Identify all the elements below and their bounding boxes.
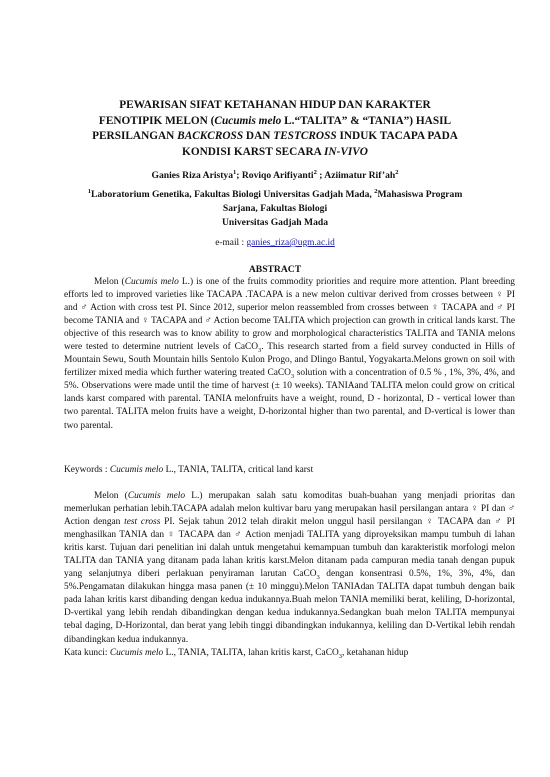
title-line-1: PEWARISAN SIFAT KETAHANAN HIDUP DAN KARAKTER: [119, 99, 431, 111]
paper-title: [70, 98, 480, 160]
affiliations: $^1$Laboratorium Genetika, Fakultas Biologi Universitas Gadjah Mada, $^2$Mahasiswa Program Sarjana, Fakultas Biologi Universitas Gadjah Mada: [87, 187, 463, 228]
abstract-indonesian: [64, 490, 515, 660]
abstract-indonesian-text: Melon (Cucumis melo L.) merupakan salah satu komoditas buah-buahan yang menjadi prioritas dan memerlukan perhatian lebih.TACAPA adalah melon kultivar baru yang merupakan hasil persilangan antara ♀ PI dan ♂ Action dengan test cross PI. Sejak tahun 2012 telah dirakit melon unggul hasil persilangan ♀ TACAPA dan ♂ PI menghasilkan TANIA dan ♀ TACAPA dan ♂ Action menjadi TALITA yang diproyeksikan mampu tumbuh di lahan kritis karst. Tujuan dari penelitian ini dalah untuk mengetahui kemampuan tumbuh dan karakteristik morfologi melon TALITA dan TANIA yang ditanam pada lahan kritis karst.Melon ditanam pada campuran media tanah dengan pupuk yang selanjutnya diberi perlakuan penyiraman larutan CaCO$_3$ dengan konsentrasi 0.5%, 1%, 3%, 4%, dan 5%.Pengamatan dilakukan hingga masa panen (± 10 minggu).Melon TANIAdan TALITA dapat tumbuh dengan baik pada lahan kritis karst dibanding dengan kedua indukannya.Buah melon TANIA memiliki berat, keliling, D-horizontal, D-vertikal yang lebih rendah dibandingkan dengan kedua indukannya.Sedangkan buah melon TALITA mempunyai tebal daging, D-Horizontal, dan berat yang lebih tinggi dibandingkan indukannya, keliling dan D-Vertikal lebih rendah dibandingkan kedua indukannya.: [64, 491, 516, 645]
author-1: Ganies Riza Aristya: [151, 170, 234, 181]
email-link[interactable]: ganies_riza@ugm.ac.id: [246, 238, 335, 248]
keywords-indonesian: Kata kunci: Cucumis melo L., TANIA, TALITA, lahan kritis karst, CaCO$_3$, ketahanan hidup: [64, 647, 409, 660]
author-3: ; Aziimatur Rif’ah: [316, 170, 396, 181]
title-line-4: KONDISI KARST SECARA IN-VIVO: [182, 145, 368, 158]
email-line: [40, 238, 510, 248]
abstract-english-text: Melon (Cucumis melo L.) is one of the fruits commodity priorities and require more attention. Plant breeding efforts led to improved varieties like TACAPA .TACAPA is a new melon cultivar derived from crosses between ♀ PI and ♂ Action with cross test PI. Since 2012, superior melon reassembled from crosses between ♀ TACAPA and ♂ PI become TANIA and ♀ TACAPA and ♂ Action become TALITA which projection can growth in critical lands karst. The objective of this research was to know ability to grow and morphological characteristics TALITA and TANIA melons were tested to determine nutrient levels of CaCO$_3$. This research started from a field survey conducted in Hills of Mountain Sewu, South Mountain hills Sentolo Kulon Progo, and Dlingo Bantul, Yogyakarta.Melons grown on soil with fertilizer mixed media which further watering treated CaCO$_3$ solution with a concentration of 0.5 % , 1%, 3%, 4%, and 5%. Observations were made until the time of harvest (± 10 weeks). TANIAand TALITA melon could grow on critical lands karst compared with parental. TANIA melonfruits have a weight, round, D - horizontal, D - vertical lower than two parental. TALITA melon fruits have a weight, D-horizontal higher than two parental, and D-vertical is lower than two parental.: [64, 277, 515, 431]
title-line-3: PERSILANGAN BACKCROSS DAN TESTCROSS INDUK TACAPA PADA: [92, 130, 458, 142]
title-line-2: FENOTIPIK MELON (Cucumis melo L.“TALITA” & “TANIA”) HASIL: [98, 114, 452, 127]
abstract-heading: ABSTRACT: [248, 264, 302, 275]
keywords-english: Keywords : Cucumis melo L., TANIA, TALITA, critical land karst: [64, 465, 314, 475]
author-2: ; Roviqo Arifiyanti: [236, 170, 314, 181]
abstract-english: [64, 276, 515, 433]
email-label: e-mail :: [215, 238, 247, 248]
author-list: Ganies Riza Aristya$^1$; Roviqo Arifiyanti$^2$ ; Aziimatur $Rif’ah^2$: [151, 168, 399, 181]
